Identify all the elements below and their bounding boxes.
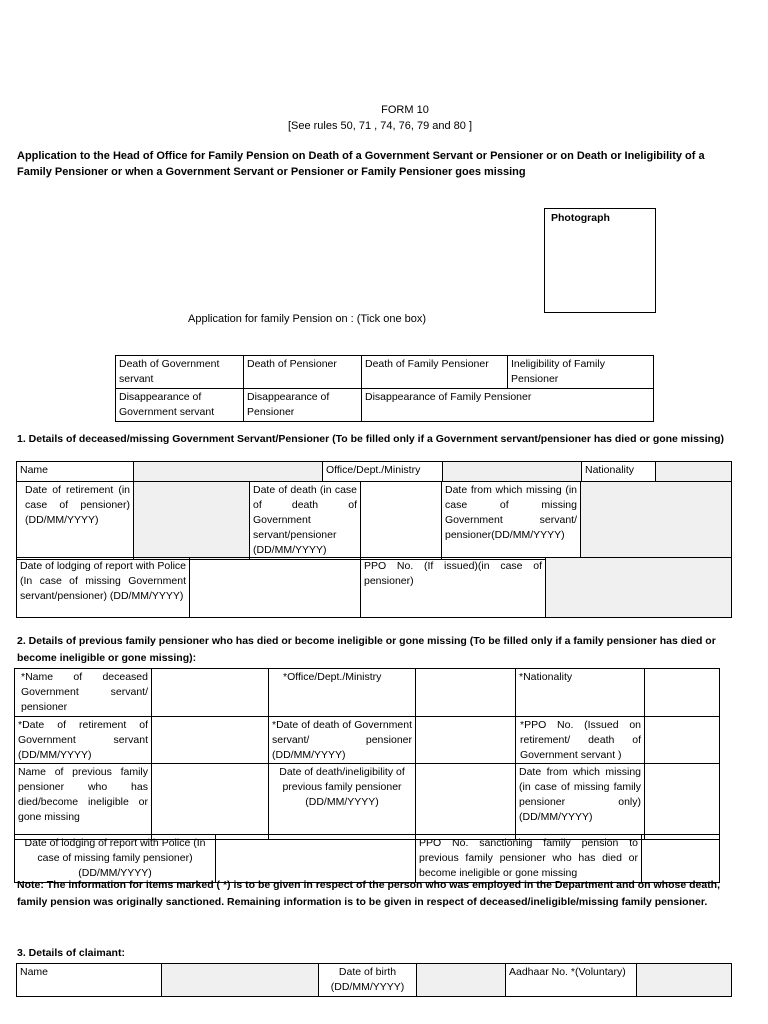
- section2-heading: 2. Details of previous family pensioner who has died or become ineligible or gone missing (To be filled only if a family pensioner has died or become ineligible or gone missing):: [17, 635, 716, 664]
- option-disappearance-family-pensioner[interactable]: Disappearance of Family Pensioner: [362, 388, 654, 421]
- s1-death-field[interactable]: [361, 482, 442, 560]
- s2-retirement-field[interactable]: [152, 716, 269, 764]
- s3-dob-label: Date of birth (DD/MM/YYYY): [319, 964, 417, 997]
- s2-ppo-sanction-label: PPO No. sanctioning family pension to previous family pensioner who has died or become ineligible or gone missing: [416, 835, 642, 883]
- s1-nationality-label: Nationality: [582, 462, 656, 482]
- s2-death-inelig-label: Date of death/ineligibility of previous family pensioner (DD/MM/YYYY): [269, 764, 416, 840]
- s1-lodging-label: Date of lodging of report with Police (In case of missing Government servant/pensioner) (DD/MM/YYYY): [17, 558, 190, 618]
- option-disappearance-gov-servant[interactable]: Disappearance of Government servant: [116, 388, 244, 421]
- s2-ppo-sanction-field[interactable]: [642, 835, 720, 883]
- application-title: Application to the Head of Office for Family Pension on Death of a Government Servant or Pensioner or on Death or Ineligibility of a Family Pensioner or when a Government Servant or Pensioner or Family Pensioner goes missing: [17, 150, 705, 178]
- s2-death-label: *Date of death of Government servant/ pensioner (DD/MM/YYYY): [269, 716, 416, 764]
- rules-reference: [See rules 50, 71 , 74, 76, 79 and 80 ]: [287, 120, 473, 132]
- photograph-box: [544, 208, 656, 313]
- s2-nationality-field[interactable]: [645, 669, 720, 717]
- s2-name-label: *Name of deceased Government servant/ pensioner: [15, 669, 152, 717]
- s1-lodging-field[interactable]: [190, 558, 361, 618]
- s2-prev-name-label: Name of previous family pensioner who has died/become ineligible or gone missing: [15, 764, 152, 840]
- s3-name-field[interactable]: [162, 964, 319, 997]
- s2-office-label: *Office/Dept./Ministry: [269, 669, 416, 717]
- pension-type-options: [115, 355, 654, 422]
- section1-row1: [16, 461, 732, 482]
- photograph-label: Photograph: [551, 212, 610, 224]
- s2-name-field[interactable]: [152, 669, 269, 717]
- s2-lodging-field[interactable]: [216, 835, 416, 883]
- section1-row2: [16, 481, 732, 560]
- s1-name-field[interactable]: [134, 462, 323, 482]
- s3-aadhaar-field[interactable]: [637, 964, 732, 997]
- s1-office-field[interactable]: [443, 462, 582, 482]
- s1-death-label: Date of death (in case of death of Government servant/pensioner (DD/MM/YYYY): [250, 482, 361, 560]
- s1-name-label: Name: [17, 462, 134, 482]
- s2-missing-field[interactable]: [645, 764, 720, 840]
- s2-death-field[interactable]: [416, 716, 516, 764]
- s2-ppo-field[interactable]: [645, 716, 720, 764]
- s1-missing-field[interactable]: [581, 482, 732, 560]
- s1-retirement-field[interactable]: [134, 482, 250, 560]
- s2-death-inelig-field[interactable]: [416, 764, 516, 840]
- option-death-family-pensioner[interactable]: Death of Family Pensioner: [362, 356, 508, 389]
- note-text: Note: The information for items marked ( *) is to be given in respect of the person who was employed in the Department and on whose death, family pension was originally sanctioned. Remaining information is to be given in respect of deceased/ineligible/missing family pensioner.: [17, 879, 721, 908]
- s1-missing-label: Date from which missing (in case of missing Government servant/ pensioner(DD/MM/YYYY): [442, 482, 581, 560]
- s3-dob-field[interactable]: [417, 964, 506, 997]
- s3-aadhaar-label: Aadhaar No. *(Voluntary): [506, 964, 637, 997]
- option-death-pensioner[interactable]: Death of Pensioner: [244, 356, 362, 389]
- section3-table: [16, 963, 732, 997]
- tick-instruction: Application for family Pension on : (Tick one box): [188, 313, 427, 325]
- s1-ppo-label: PPO No. (If issued)(in case of pensioner): [361, 558, 546, 618]
- s1-nationality-field[interactable]: [656, 462, 732, 482]
- s3-name-label: Name: [17, 964, 162, 997]
- form-title: FORM 10: [381, 104, 429, 116]
- section1-heading: 1. Details of deceased/missing Government Servant/Pensioner (To be filled only if a Government servant/pensioner has died or gone missing): [17, 433, 724, 445]
- option-ineligibility-family-pensioner[interactable]: Ineligibility of Family Pensioner: [508, 356, 654, 389]
- section2-table: [14, 668, 720, 840]
- s2-nationality-label: *Nationality: [516, 669, 645, 717]
- s2-office-field[interactable]: [416, 669, 516, 717]
- section2-row4: [14, 834, 720, 883]
- s1-retirement-label: Date of retirement (in case of pensioner) (DD/MM/YYYY): [17, 482, 134, 560]
- section3-heading: 3. Details of claimant:: [17, 947, 125, 959]
- s2-lodging-label: Date of lodging of report with Police (In case of missing family pensioner) (DD/MM/YYYY): [15, 835, 216, 883]
- s2-missing-label: Date from which missing (in case of missing family pensioner only) (DD/MM/YYYY): [516, 764, 645, 840]
- option-disappearance-pensioner[interactable]: Disappearance of Pensioner: [244, 388, 362, 421]
- s1-ppo-field[interactable]: [546, 558, 732, 618]
- section1-row3: [16, 557, 732, 618]
- option-death-gov-servant[interactable]: Death of Government servant: [116, 356, 244, 389]
- s2-prev-name-field[interactable]: [152, 764, 269, 840]
- s1-office-label: Office/Dept./Ministry: [323, 462, 443, 482]
- s2-retirement-label: *Date of retirement of Government servant (DD/MM/YYYY): [15, 716, 152, 764]
- s2-ppo-label: *PPO No. (Issued on retirement/ death of Government servant ): [516, 716, 645, 764]
